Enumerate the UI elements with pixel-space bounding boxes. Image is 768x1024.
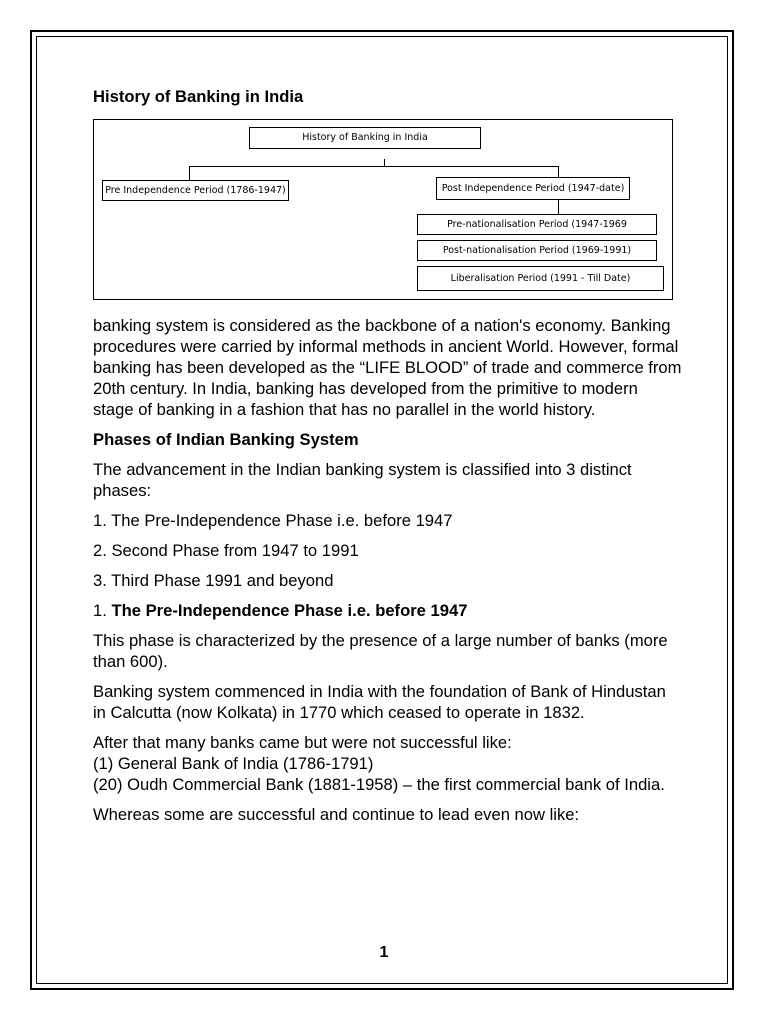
document-body <box>93 86 683 825</box>
branch-connector <box>189 166 559 167</box>
section-1-number: 1. <box>93 601 112 620</box>
phases-intro: The advancement in the Indian banking system is classified into 3 distinct phases: <box>93 460 632 500</box>
pre-connector <box>189 166 190 180</box>
phases-heading: Phases of Indian Banking System <box>93 430 359 449</box>
intro-paragraph: banking system is considered as the backbone of a nation's economy. Banking procedures were carried by informal methods in ancient World. However, formal banking has been developed as the “LIFE BLOOD” of trade and commerce from 20th century. In India, banking has developed from the primitive to modern stage of banking in a fashion that has no parallel in the world history. <box>93 316 682 419</box>
diagram-pre-independence-box: Pre Independence Period (1786-1947) <box>102 180 289 201</box>
children-connector <box>558 200 559 214</box>
diagram-post-independence-box: Post Independence Period (1947-date) <box>436 177 630 200</box>
diagram-root-box: History of Banking in India <box>249 127 481 149</box>
phase-item-1: 1. The Pre-Independence Phase i.e. before 1947 <box>93 511 453 530</box>
paragraph-banks-count: This phase is characterized by the presence of a large number of banks (more than 600). <box>93 631 668 671</box>
diagram-child-box-2: Post-nationalisation Period (1969-1991) <box>417 240 657 261</box>
bank-item-2: (20) Oudh Commercial Bank (1881-1958) – the first commercial bank of India. <box>93 775 665 794</box>
diagram-child-box-1: Pre-nationalisation Period (1947-1969 <box>417 214 657 235</box>
page-title: History of Banking in India <box>93 87 304 106</box>
paragraph-bank-of-hindustan: Banking system commenced in India with the foundation of Bank of Hindustan in Calcutta (now Kolkata) in 1770 which ceased to operate in 1832. <box>93 682 666 722</box>
closing-paragraph: Whereas some are successful and continue to lead even now like: <box>93 805 580 824</box>
phase-item-2: 2. Second Phase from 1947 to 1991 <box>93 541 359 560</box>
history-diagram <box>93 119 673 300</box>
page-number: 1 <box>379 944 389 961</box>
diagram-child-box-3: Liberalisation Period (1991 - Till Date) <box>417 266 664 291</box>
phase-item-3: 3. Third Phase 1991 and beyond <box>93 571 334 590</box>
section-1-title: The Pre-Independence Phase i.e. before 1947 <box>111 601 468 620</box>
bank-item-1: (1) General Bank of India (1786-1791) <box>93 754 374 773</box>
section-1-heading <box>93 600 683 621</box>
banks-intro: After that many banks came but were not successful like: <box>93 733 512 752</box>
post-connector <box>558 166 559 177</box>
